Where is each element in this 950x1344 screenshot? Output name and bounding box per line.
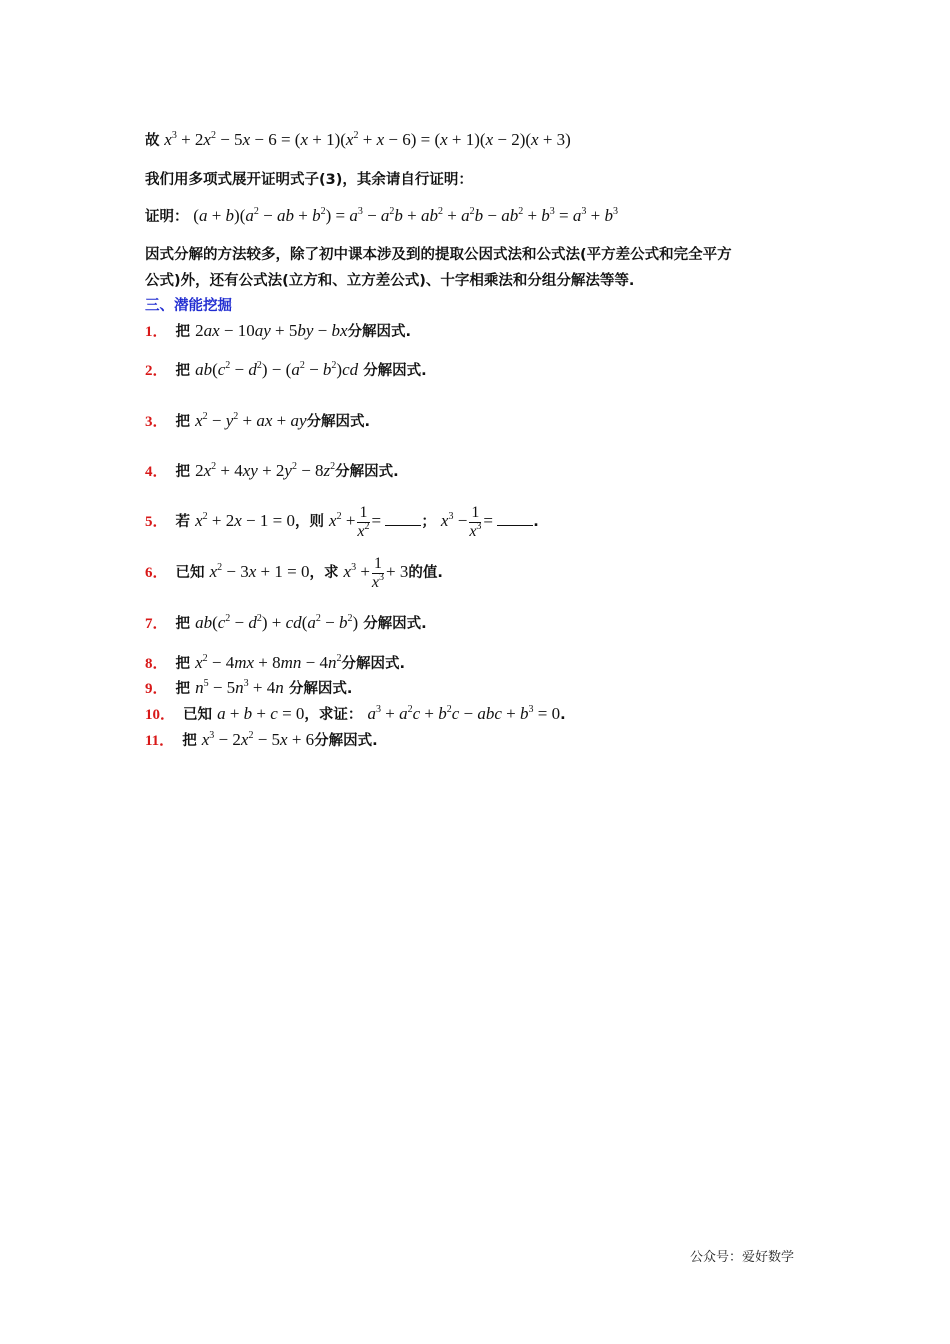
problem-1 (145, 321, 411, 342)
problem-verb: 把 (175, 324, 191, 340)
problem-number: 2． (145, 363, 168, 379)
proof-label: 证明： (145, 209, 189, 225)
problem-expression: 2ax − 10ay + 5by − bx (195, 321, 348, 340)
factorization-equation: $x^3 + 2x^2 - 5x - 6 = (x + 1)(x^2 + x - 6) = (x + 1)(x - 2)(x + 3)$ (164, 130, 571, 149)
section-heading: 三、潜能挖掘 (145, 298, 232, 314)
problem-number: 7． (145, 616, 168, 632)
problem-expression: $x^3$ + $\frac{1}{x^3}$ + 3 (343, 554, 409, 591)
problem-9 (145, 678, 352, 699)
footer-wechat-account: 公众号：爱好数学 (690, 1250, 795, 1265)
problem-number: 6． (145, 565, 168, 581)
problem-verb: 已知 (183, 707, 213, 723)
proof-line (145, 206, 618, 227)
problem-verb: 已知 (175, 565, 205, 581)
problem-expression: $x^2 - 4mx + 8mn - 4n^2$ (195, 653, 342, 672)
problem-4 (145, 461, 399, 482)
problem-suffix: 分解因式. (363, 616, 427, 632)
method-paragraph-line-1: 因式分解的方法较多，除了初中课本涉及到的提取公因式法和公式法(平方差公式和完全平方 (145, 247, 732, 263)
problem-5 (145, 498, 539, 545)
problem-expression-1: $x^2$ + $\frac{1}{x^2}$ = (329, 511, 421, 530)
problem-expression: $ab(c^2 - d^2) + cd(a^2 - b^2)$ (195, 613, 359, 632)
problem-number: 5． (145, 514, 168, 530)
problem-expression: $ab(c^2 - d^2) - (a^2 - b^2)cd$ (195, 360, 359, 379)
problem-condition: $x^2 - 3x + 1 = 0$ (209, 562, 310, 581)
problem-end: . (560, 707, 566, 723)
problem-suffix: 分解因式. (341, 656, 406, 672)
problem-condition: $x^2 + 2x - 1 = 0$ (195, 511, 295, 530)
problem-number: 9． (145, 681, 168, 697)
intro-line-1 (145, 130, 571, 151)
problem-connector: ，则 (294, 514, 324, 530)
problem-suffix: 分解因式. (347, 324, 412, 340)
problem-expression: $x^2 - y^2$ + ax + ay (195, 411, 307, 430)
problem-7 (145, 613, 427, 634)
problem-separator: ； (421, 514, 436, 530)
problem-expression: $2x^2 + 4xy + 2y^2 - 8z^2$ (195, 461, 336, 480)
problem-6 (145, 549, 443, 596)
problem-verb: 把 (175, 464, 191, 480)
problem-expression: $a^3 + a^2c + b^2c$ − abc + $b^3 = 0$ (367, 704, 561, 723)
problem-suffix: 分解因式. (363, 363, 427, 379)
problem-expression-2: $x^3$ − $\frac{1}{x^3}$ = (441, 511, 533, 530)
proof-equation: $(a + b)(a^2$ − ab + $b^2) = a^3 - a^2b + ab^2 + a^2b - ab^2 + b^3 = a^3 + b^3$ (193, 206, 618, 225)
problem-expression: $x^3 - 2x^2 - 5x + 6$ (201, 730, 315, 749)
answer-blank[interactable] (497, 513, 533, 526)
problem-number: 8． (145, 656, 168, 672)
problem-verb: 把 (175, 656, 191, 672)
problem-11 (145, 730, 378, 751)
problem-number: 3． (145, 414, 168, 430)
problem-suffix: 的值. (408, 565, 443, 581)
problem-2 (145, 360, 427, 381)
problem-verb: 把 (182, 733, 197, 749)
problem-3 (145, 411, 370, 432)
problem-number: 10． (145, 707, 176, 723)
intro-word-gu: 故 (145, 133, 160, 149)
problem-suffix: 分解因式. (306, 414, 371, 430)
problem-expression: $n^5 - 5n^3 + 4n$ (195, 678, 284, 697)
problem-connector: ，求 (309, 565, 339, 581)
problem-10 (145, 704, 566, 725)
method-paragraph-line-2: 公式)外，还有公式法(立方和、立方差公式)、十字相乘法和分组分解法等等. (145, 273, 635, 289)
problem-number: 1． (145, 324, 168, 340)
problem-verb: 把 (175, 616, 191, 632)
problem-8 (145, 653, 405, 674)
problem-verb: 把 (175, 363, 191, 379)
problem-number: 11． (145, 733, 175, 749)
problem-verb: 把 (175, 414, 191, 430)
problem-number: 4． (145, 464, 168, 480)
problem-condition: a + b + c = 0 (217, 704, 305, 723)
problem-suffix: 分解因式. (288, 681, 353, 697)
problem-suffix: 分解因式. (314, 733, 378, 749)
problem-end: . (533, 514, 539, 530)
answer-blank[interactable] (385, 513, 421, 526)
problem-connector: ，求证： (304, 707, 363, 723)
problem-suffix: 分解因式. (335, 464, 399, 480)
problem-verb: 把 (175, 681, 191, 697)
problem-verb: 若 (175, 514, 191, 530)
intro-line-2: 我们用多项式展开证明式子(3)，其余请自行证明： (145, 172, 473, 188)
